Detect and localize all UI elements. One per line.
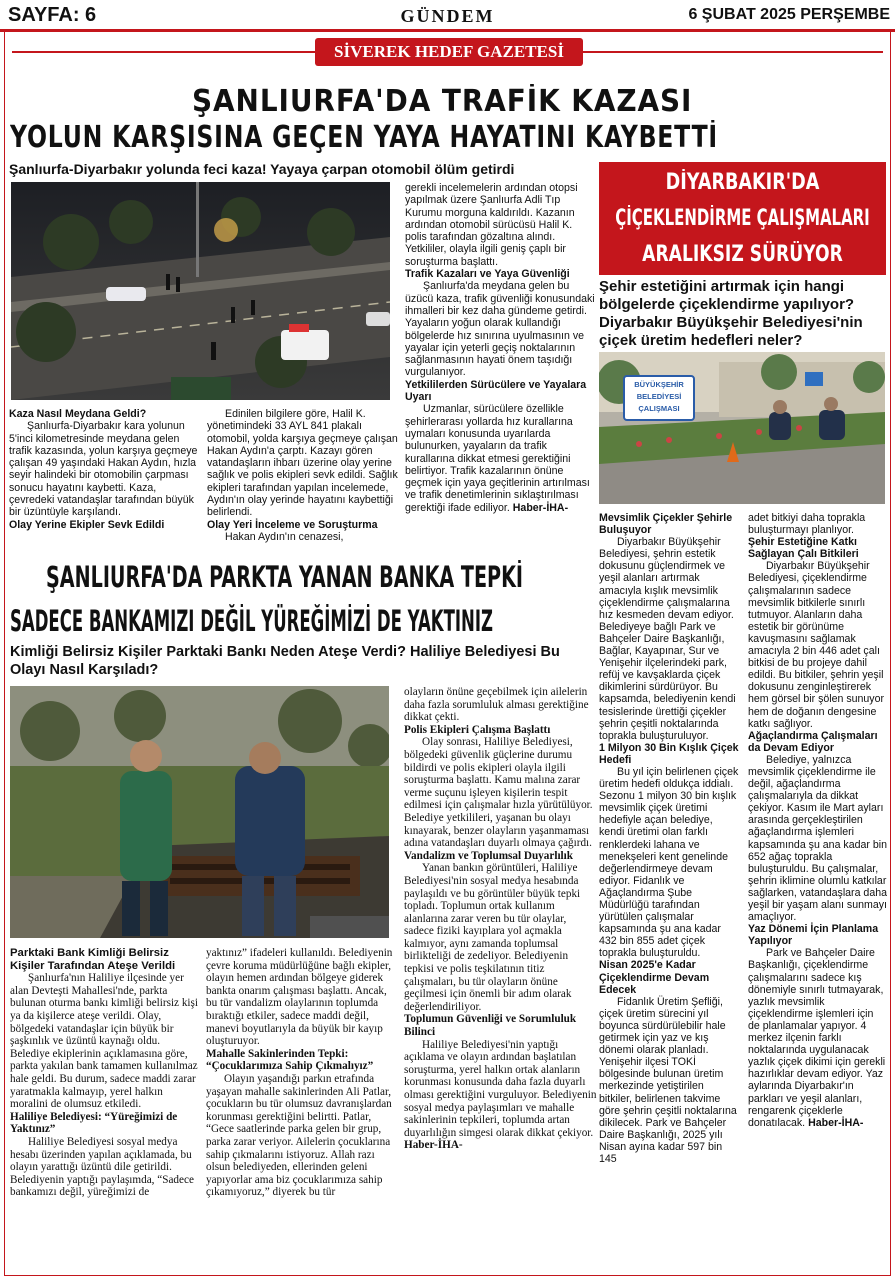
- story1-headline-line2: YOLUN KARŞISINA GEÇEN YAYA HAYATINI KAYBETTİ: [10, 120, 718, 155]
- story3-col2-paragraph: adet bitkiyi daha toprakla buluşturmayı planlıyor.: [748, 512, 866, 537]
- story2-column-3: [404, 686, 597, 1266]
- story1-col1-heading: Kaza Nasıl Meydana Geldi?: [9, 408, 147, 420]
- story1-headline-line1: ŞANLIURFA'DA TRAFİK KAZASI: [192, 84, 693, 119]
- story2-headline-line2: SADECE BANKAMIZI DEĞİL YÜREĞİMİZİ DE YAKTINIZ: [10, 604, 494, 638]
- story1-col3-heading: Trafik Kazaları ve Yaya Güvenliği: [405, 268, 570, 281]
- story2-col3-paragraph-2: Olay sonrası, Haliliye Belediyesi, bölgedeki güvenlik güçlerine durumu bildirdi ve polis ekipleri olayla ilgili soruşturma başlattı. Kamu malına zarar verme suçunu işleyen kişilerin tespit edilmesi için çalışmalar hızla yürütülüyor. Belediye yetkilileri, yaşanan bu olayı kınayarak, benzer olayların yaşanmaması adına vatandaşları duyarlı olmaya çağırdı.: [404, 736, 593, 850]
- story3-col1-heading: Mevsimlik Çiçekler Şehirle Buluşuyor: [599, 512, 733, 537]
- story2-col1-paragraph: Şanlıurfa'nın Haliliye ilçesinde yer alan Devteşti Mahallesi'nde, parkta bulunan oturma bankı kimliği belirsiz kişi ya da kişilerce ateşe verildi. Olay, bölgedeki vatandaşlar için büyük bir şaşkınlık ve üzüntü kaynağı oldu. Belediye ekiplerinin açıklamasına göre, parkta yakılan bank tamamen kullanılmaz hale geldi. Bu durum, sadece maddi zarar yaratmakla kalmayıp, yerel halkın moralini de olumsuz etkiledi.: [10, 972, 198, 1111]
- story1-accident-photo: [11, 182, 390, 400]
- story2-subheadline: Kimliği Belirsiz Kişiler Parktaki Bankı Neden Ateşe Verdi? Haliliye Belediyesi Bu Olayı Nasıl Karşıladı?: [10, 644, 560, 678]
- story2-col1-heading-2: Haliliye Belediyesi: “Yüreğimizi de Yaktınız”: [10, 1110, 178, 1136]
- story3-headline-line2: ÇİÇEKLENDİRME ÇALIŞMALARI: [615, 206, 870, 231]
- story2-col2-paragraph: yaktınız” ifadeleri kullanıldı. Belediyenin çevre koruma müdürlüğüne bağlı ekipler, olayın hemen ardından bölgeye giderek bankta onarım çalışması başlattı. Ancak, bu tür vandalizm olaylarının toplumda bıraktığı etkiler, sadece maddi değil, manevi boyutlarıyla da büyük bir kayıp oluşturuyor.: [206, 947, 393, 1048]
- story3-column-2: [748, 512, 888, 1269]
- story2-column-2: [206, 947, 398, 1265]
- story1-col2-heading: Olay Yeri İnceleme ve Soruşturma: [207, 518, 378, 531]
- story2-col3-heading-3: Toplumun Güvenliği ve Sorumluluk Bilinci: [404, 1013, 577, 1039]
- story3-planting-photo: [599, 352, 885, 504]
- story3-col1-heading-3: Nisan 2025'e Kadar Çiçeklendirme Devam Edecek: [599, 959, 710, 996]
- story2-col2-heading: Mahalle Sakinlerinden Tepki: “Çocuklarımıza Sahip Çıkmalıyız”: [206, 1047, 374, 1073]
- story1-column-3: [405, 182, 595, 550]
- page-number: SAYFA: 6: [8, 4, 97, 26]
- story1-col2-paragraph-2: Hakan Aydın'ın cenazesi,: [225, 530, 344, 543]
- story3-col1-heading-2: 1 Milyon 30 Bin Kışlık Çiçek Hedefi: [599, 741, 739, 766]
- story2-col3-paragraph-3: Yanan bankın görüntüleri, Haliliye Belediyesi'nin sosyal medya hesabında paylaşıldı ve bu görüntüler büyük tepki topladı. Toplumun ortak kullanım alanlarına zarar veren bu tür olaylar, sadece fiziki kayıplara yol açmakla kalmıyor, aynı zamanda toplumsal birlikteliği de zedeliyor. Belediyenin tepkisi ve polis teşkilatının titiz çalışmaları, bu tür olayların önüne geçilmesi için önemli bir adım olarak değerlendiriliyor.: [404, 862, 581, 1013]
- story1-col2-paragraph: Edinilen bilgilere göre, Halil K. yönetimindeki 33 AYL 841 plakalı otomobil, yolda karşıya geçmeye çalışan Hakan Aydın'a çarptı. Kazayı gören vatandaşların ihbarı üzerine olay yerine sağlık ve polis ekipleri sevk edildi. Sağlık ekipleri tarafından yapılan incelemede, Aydın'ın olay yerinde hayatını kaybettiği belirlendi.: [207, 408, 398, 519]
- story3-col2-paragraph-4: Park ve Bahçeler Daire Başkanlığı, çiçeklendirme çalışmalarını sadece kış dönemiyle sınırlı tutmayarak, yazlık mevsimlik çiçeklendirme işlemleri için de planlamalar yapıyor. 4 merkez ilçenin farklı noktalarında uygulanacak yazlık çiçek dikimi için gerekli hazırlıklar devam ediyor. Yaz aylarında Diyarbakır'ın parkları ve yeşil alanları, rengarenk çiçeklerle donatılacak. Haber-İHA-: [748, 947, 886, 1129]
- story2-col3-paragraph: olayların önüne geçebilmek için ailelerin daha fazla sorumluluk alması gerektiğine dikkat çekti.: [404, 686, 589, 724]
- story2-headline-line1: ŞANLIURFA'DA PARKTA YANAN BANKA TEPKİ: [46, 560, 524, 594]
- story2-burnt-bench-photo: [10, 686, 389, 938]
- story3-col1-paragraph-2: Bu yıl için belirlenen çiçek üretim hedefi oldukça iddialı. Sezonu 1 milyon 30 bin kışlık mevsimlik çiçek üretimi hedefiyle açan belediye, kendi üretimi olan farklı renklerdeki lahana ve menekşeleri kent genelinde değerlendirmeye devam ediyor. Fidanlık ve Ağaçlandırma Şube Müdürlüğü tarafından yürütülen çalışmalar kapsamında şu ana kadar 432 bin 855 adet çiçek toprakla buluşturuldu.: [599, 765, 739, 960]
- story3-byline: Haber-İHA-: [808, 1116, 864, 1129]
- story3-headline-line3: ARALIKSIZ SÜRÜYOR: [642, 242, 843, 267]
- story1-col3-heading-2: Yetkililerden Sürücülere ve Yayalara Uyarı: [405, 378, 587, 404]
- story1-col1-paragraph: Şanlıurfa-Diyarbakır kara yolunun 5'inci kilometresinde meydana gelen trafik kazasında, yolun karşıya geçmeye çalışan 49 yaşındaki Hakan Aydın, hızla seyir halindeki bir otomobilin çarpması sonucu hayatını kaybetti. Kaza, çevredeki vatandaşlar tarafından büyük bir üzüntüyle karşılandı.: [9, 420, 198, 519]
- story2-col3-heading-2: Vandalizm ve Toplumsal Duyarlılık: [404, 849, 573, 862]
- story2-col3-paragraph-4: Haliliye Belediyesi'nin yaptığı açıklama ve olayın ardından başlatılan soruşturma, yerel halkın ortak alanların korunması konusunda daha fazla duyarlı olması gerektiğini vurguluyor. Belediyenin sosyal medya paylaşımları ve mahalle sakinlerinin tepkileri, toplumda artan duyarlılığın simgesi olarak dikkat çekiyor. Haber-İHA-: [404, 1038, 597, 1152]
- story2-col1-paragraph-2: Haliliye Belediyesi sosyal medya hesabı üzerinden yapılan açıklamada, bu olayın yarattığı üzüntü dile getirildi. Belediyenin yaptığı paylaşımda, “Sadece bankamızı değil, yüreğimizi de: [10, 1135, 194, 1199]
- story2-col3-heading: Polis Ekipleri Çalışma Başlattı: [404, 723, 551, 736]
- story3-sign-text: BÜYÜKŞEHİR BELEDİYESİ ÇALIŞMASI: [634, 380, 684, 413]
- story3-column-1: [599, 512, 739, 1269]
- story3-headline-line1: DİYARBAKIR'DA: [665, 170, 820, 195]
- story3-col2-heading-3: Yaz Dönemi İçin Planlama Yapılıyor: [748, 923, 879, 948]
- story1-subheadline: Şanlıurfa-Diyarbakır yolunda feci kaza! Yayaya çarpan otomobil ölüm getirdi: [9, 161, 515, 177]
- story3-col2-paragraph-3: Belediye, yalnızca mevsimlik çiçeklendirme ile değil, ağaçlandırma çalışmalarıyla da dikkat çekiyor. Kasım ile Mart ayları arasında gerçekleştirilen ağaçlandırma işlemleri kapsamında şu ana kadar bin 652 ağaç toprakla buluşturuldu. Bu çalışmalar, şehrin iklimine olumlu katkılar sağlarken, vatandaşlara daha yeşil bir yaşam alanı sunmayı amaçlıyor.: [748, 753, 887, 924]
- story3-col2-paragraph-2: Diyarbakır Büyükşehir Belediyesi, çiçeklendirme çalışmalarının sadece mevsimlik bitkilerle sınırlı tutmuyor. Alanların daha estetik bir görünüme kavuşmasını sağlamak amacıyla 2 bin 446 adet çalı bitkisi de bu projeye dahil edildi. Bu bitkiler, şehrin yeşil dokusunu zenginleştirerek hem görsel bir şölen sunuyor hem de doğanın dengesine katkı sağlıyor.: [748, 560, 885, 730]
- story2-col2-paragraph-2: Olayın yaşandığı parkın etrafında yaşayan mahalle sakinlerinden Ali Patlar, çocukların bu tür olumsuz davranışlardan korunması gerektiğini belirtti. Patlar, “Gece saatlerinde parka gelen bir grup, parka zarar veriyor. Ailelerin çocuklarına sahip çıkmalarını istiyoruz. Allah razı olsun belediyeden, ellerinden geleni yapıyorlar ama biz çocuklarımıza sahip çıkamıyoruz,” diyerek bu tür: [206, 1072, 392, 1199]
- story3-headline-box: [599, 162, 886, 275]
- story3-col2-heading-2: Ağaçlandırma Çalışmaları da Devam Ediyor: [748, 729, 878, 754]
- story3-col2-heading: Şehir Estetiğine Katkı Sağlayan Çalı Bitkileri: [748, 536, 859, 561]
- story3-subheadline: Şehir estetiğini artırmak için hangi bölgelerde çiçeklendirme yapılıyor? Diyarbakır Büyükşehir Belediyesi'nin çiçek üretim hedefleri neler?: [599, 278, 863, 349]
- story1-col3-paragraph: gerekli incelemelerin ardından otopsi yapılmak üzere Şanlıurfa Adli Tıp Kurumu morguna kaldırıldı. Kazanın ardından otomobil sürücüsü Halil K. polis tarafından gözaltına alındı. Yetkililer, olayla ilgili geniş çaplı bir soruşturma başlattı.: [405, 182, 578, 268]
- story2-byline: Haber-İHA-: [404, 1139, 463, 1152]
- story1-col3-paragraph-3: Uzmanlar, sürücülere özellikle şehirlerarası yollarda hız kurallarına uymaları konusunda uyarılarda bulunurken, yayaların da trafik kurallarına dikkat etmesi gerektiğini belirtiyor. Trafik kazalarının önüne geçmek için yaya geçitlerinin artırılması ve trafik denetimlerinin sıklaştırılması gerektiği ifade ediliyor. Haber-İHA-: [405, 403, 590, 514]
- story1-column-1: [9, 408, 201, 548]
- story1-col3-paragraph-2: Şanlıurfa'da meydana gelen bu üzücü kaza, trafik güvenliği konusundaki ihmalleri bir kez daha gündeme getirdi. Yayaların yoğun olarak kullandığı bölgelerde hız sınırına uyulmasının ve yayalar için yeterli geçiş noktalarının sağlanmasının hayati önem taşıdığı vurgulanıyor.: [405, 280, 595, 379]
- story2-column-1: [10, 947, 200, 1265]
- story1-byline: Haber-İHA-: [512, 501, 569, 514]
- story1-col1-heading-2: Olay Yerine Ekipler Sevk Edildi: [9, 518, 165, 531]
- story3-col1-paragraph-3: Fidanlık Üretim Şefliği, çiçek üretim sürecini yıl boyunca sürdürülebilir hale getirmek için yaz ve kış dönemi olarak planladı. Yenişehir ilçesi TOKİ bölgesinde bulunan üretim merkezinde yetiştirilen bitkiler, belirlenen takvime göre şehrin çeşitli noktalarına dikilecek. Park ve Bahçeler Daire Başkanlığı, 2025 yılı Nisan ayına kadar 597 bin 145: [599, 995, 737, 1165]
- issue-date: 6 ŞUBAT 2025 PERŞEMBE: [688, 6, 890, 23]
- story3-col1-paragraph: Diyarbakır Büyükşehir Belediyesi, şehrin estetik dokusunu güçlendirmek ve yeşil alanları artırmak amacıyla kışlık mevsimlik çiçeklendirme çalışmalarına hız kesmeden devam ediyor. Belediyeye bağlı Park ve Bahçeler Daire Başkanlığı, Bağlar, Kayapınar, Sur ve Yenişehir ilçelerindeki park, refüj ve kavşaklarda çiçek dikimlerini sürdürüyor. Bu kapsamda, belediyenin kendi tesislerinde ürettiği çiçekler şehrin çeşitli noktalarında toprakla buluşturuluyor.: [599, 536, 736, 742]
- newspaper-name-banner: SİVEREK HEDEF GAZETESİ: [315, 38, 583, 66]
- story1-column-2: [207, 408, 399, 548]
- story2-col1-heading: Parktaki Bank Kimliği Belirsiz Kişiler Tarafından Ateşe Verildi: [10, 947, 176, 972]
- section-title: GÜNDEM: [400, 6, 495, 26]
